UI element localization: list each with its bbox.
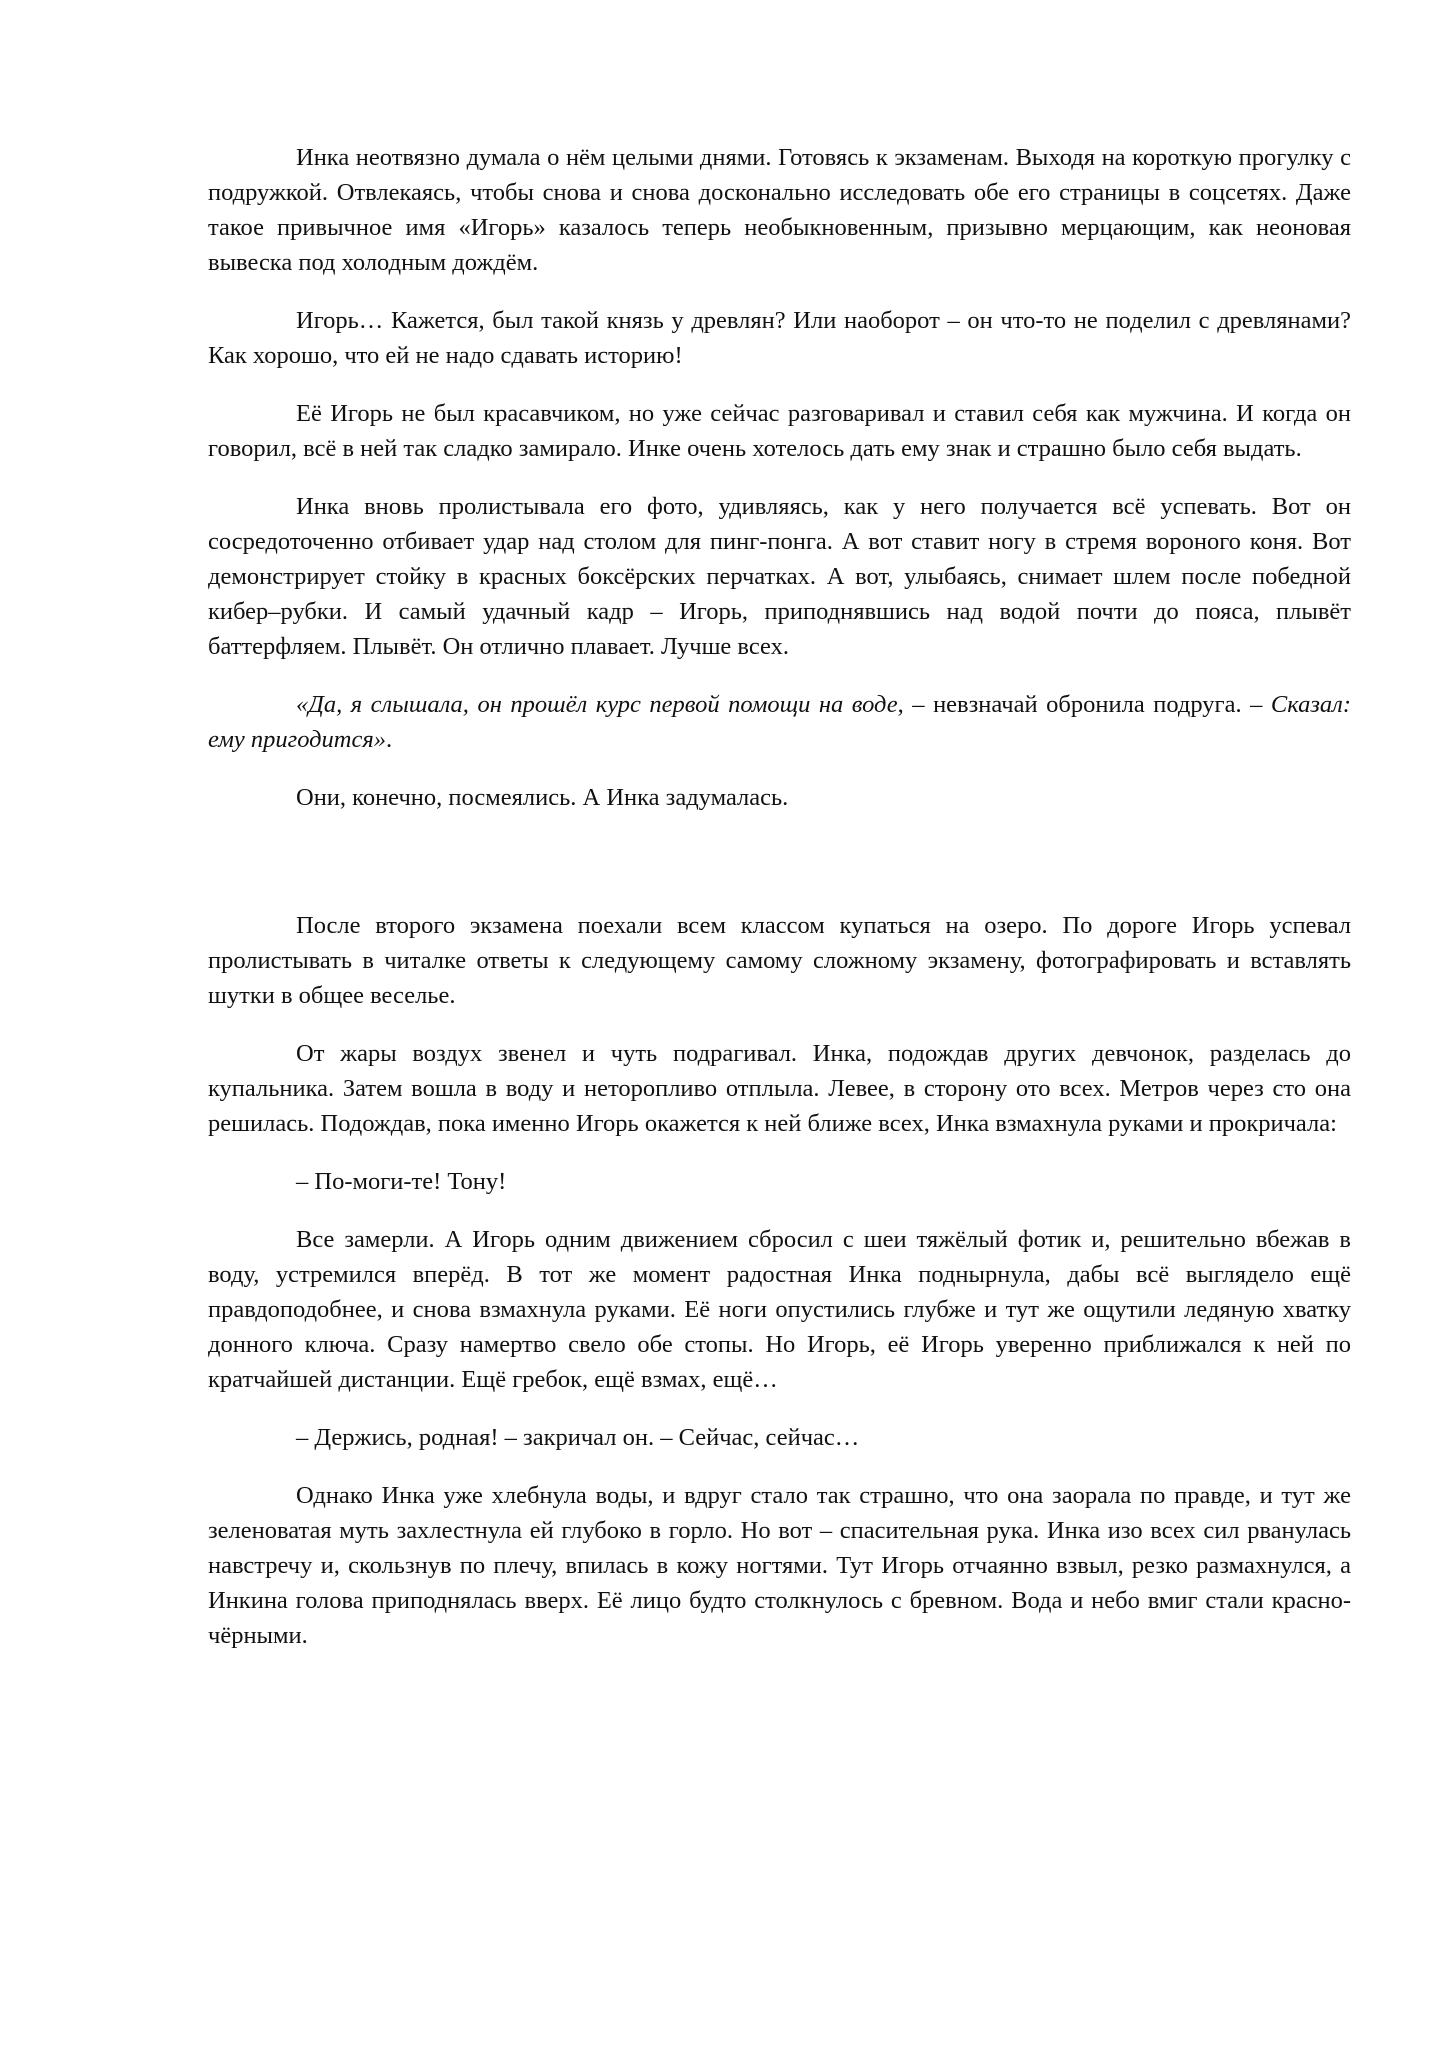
paragraph: После второго экзамена поехали всем классом купаться на озеро. По дороге Игорь успевал пролистывать в читалке ответы к следующему самому сложному экзамену, фотографировать и вставлять шутки в общее веселье. [208,912,1351,1009]
paragraph: Её Игорь не был красавчиком, но уже сейчас разговаривал и ставил себя как мужчина. И когда он говорил, всё в ней так сладко замирало. Инке очень хотелось дать ему знак и страшно было себя выдать. [208,400,1351,462]
paragraph-dialogue: – Держись, родная! – закричал он. – Сейчас, сейчас… [296,1424,860,1451]
paragraph-quote [208,687,1351,757]
quote-plain: , – невзначай обронила подруга. – [897,691,1271,718]
paragraph: Они, конечно, посмеялись. А Инка задумалась. [296,784,789,811]
paragraph: Все замерли. А Игорь одним движением сбросил с шеи тяжёлый фотик и, решительно вбежав в воду, устремился вперёд. В тот же момент радостная Инка поднырнула, дабы всё выглядело ещё правдоподобнее, и снова взмахнула руками. Её ноги опустились глубже и тут же ощутили ледяную хватку донного ключа. Сразу намертво свело обе стопы. Но Игорь, её Игорь уверенно приближался к ней по кратчайшей дистанции. Ещё гребок, ещё взмах, ещё… [208,1226,1351,1393]
paragraph: Инка неотвязно думала о нём целыми днями. Готовясь к экзаменам. Выходя на короткую прогулку с подружкой. Отвлекаясь, чтобы снова и снова досконально исследовать обе его страницы в соцсетях. Даже такое привычное имя «Игорь» казалось теперь необыкновенным, призывно мерцающим, как неоновая вывеска под холодным дождём. [208,144,1351,276]
section-break [208,815,1351,908]
paragraph: От жары воздух звенел и чуть подрагивал. Инка, подождав других девчонок, разделась до купальника. Затем вошла в воду и неторопливо отплыла. Левее, в сторону ото всех. Метров через сто она решилась. Подождав, пока именно Игорь окажется к ней ближе всех, Инка взмахнула руками и прокричала: [208,1040,1351,1137]
document-page [208,140,1351,1653]
paragraph-dialogue: – По-моги-те! Тону! [296,1168,507,1195]
paragraph: Однако Инка уже хлебнула воды, и вдруг стало так страшно, что она заорала по правде, и тут же зеленоватая муть захлестнула ей глубоко в горло. Но вот – спасительная рука. Инка изо всех сил рванулась навстречу и, скользнув по плечу, впилась в кожу ногтями. Тут Игорь отчаянно взвыл, резко размахнулся, а Инкина голова приподнялась вверх. Её лицо будто столкнулось с бревном. Вода и небо вмиг стали красно-чёрными. [208,1482,1351,1649]
paragraph: Игорь… Кажется, был такой князь у древлян? Или наоборот – он что-то не поделил с древлянами? Как хорошо, что ей не надо сдавать историю! [208,307,1351,369]
paragraph: Инка вновь пролистывала его фото, удивляясь, как у него получается всё успевать. Вот он сосредоточенно отбивает удар над столом для пинг-понга. А вот ставит ногу в стремя вороного коня. Вот демонстрирует стойку в красных боксёрских перчатках. А вот, улыбаясь, снимает шлем после победной кибер–рубки. И самый удачный кадр – Игорь, приподнявшись над водой почти до пояса, плывёт баттерфляем. Плывёт. Он отлично плавает. Лучше всех. [208,493,1351,660]
quote-italic: Сказал: ему пригодится» [208,691,1351,753]
quote-plain: . [385,726,393,753]
quote-italic: «Да, я слышала, он прошёл курс первой помощи на воде [296,691,898,718]
